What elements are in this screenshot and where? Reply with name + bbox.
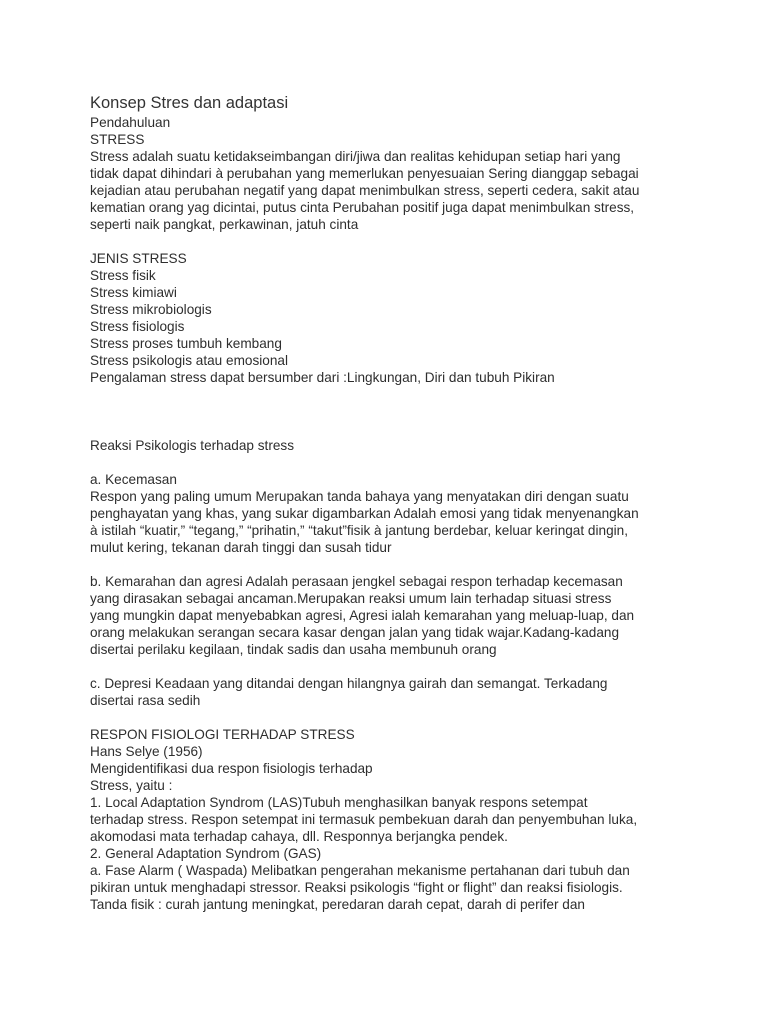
jenis-item: Stress mikrobiologis [90,302,212,317]
intro-line: kejadian atau perubahan negatif yang dapat menimbulkan stress, seperti cedera, sakit atau [90,183,640,198]
reaksi-b-line: disertai perilaku kegilaan, tindak sadis dan usaha membunuh orang [90,642,497,657]
respon-line: Stress, yaitu : [90,778,173,793]
spacer [90,454,690,471]
spacer [90,386,690,403]
spacer [90,403,690,420]
spacer [90,658,690,675]
jenis-item: Stress psikologis atau emosional [90,353,288,368]
respon-line: 2. General Adaptation Syndrom (GAS) [90,846,322,861]
intro-line: Stress adalah suatu ketidakseimbangan diri/jiwa dan realitas kehidupan setiap hari yang [90,149,621,164]
document-title: Konsep Stres dan adaptasi [90,94,289,112]
jenis-item: Stress proses tumbuh kembang [90,336,282,351]
intro-line: tidak dapat dihindari à perubahan yang memerlukan penyesuaian Sering dianggap sebagai [90,166,639,181]
respon-line: 1. Local Adaptation Syndrom (LAS)Tubuh menghasilkan banyak respons setempat [90,795,588,810]
reaksi-heading: Reaksi Psikologis terhadap stress [90,438,294,453]
reaksi-a-line: Respon yang paling umum Merupakan tanda bahaya yang menyatakan diri dengan suatu [90,489,629,504]
intro-heading: Pendahuluan [90,115,171,130]
reaksi-a-label: a. Kecemasan [90,472,177,487]
intro-line: seperti naik pangkat, perkawinan, jatuh cinta [90,217,359,232]
intro-section [90,114,690,233]
respon-section [90,726,690,913]
reaksi-a-line: penghayatan yang khas, yang sukar digambarkan Adalah emosi yang tidak menyenangkan [90,506,639,521]
jenis-item: Stress fisiologis [90,319,185,334]
respon-heading: RESPON FISIOLOGI TERHADAP STRESS [90,727,355,742]
reaksi-b-line: yang mungkin dapat menyebabkan agresi, Agresi ialah kemarahan yang meluap-luap, dan [90,608,635,623]
spacer [90,709,690,726]
jenis-item: Stress kimiawi [90,285,177,300]
jenis-item: Pengalaman stress dapat bersumber dari :Lingkungan, Diri dan tubuh Pikiran [90,370,555,385]
reaksi-a-line: à istilah “kuatir,” “tegang,” “prihatin,” “takut”fisik à jantung berdebar, keluar keringat dingin, [90,523,628,538]
respon-line: pikiran untuk menghadapi stressor. Reaksi psikologis “fight or flight” dan reaksi fisiologis. [90,880,623,895]
reaksi-section [90,437,690,709]
reaksi-a-line: mulut kering, tekanan darah tinggi dan susah tidur [90,540,392,555]
jenis-heading: JENIS STRESS [90,251,187,266]
respon-line: akomodasi mata terhadap cahaya, dll. Responnya berjangka pendek. [90,829,508,844]
reaksi-c-line: c. Depresi Keadaan yang ditandai dengan hilangnya gairah dan semangat. Terkadang [90,676,608,691]
spacer [90,420,690,437]
spacer [90,233,690,250]
reaksi-c-line: disertai rasa sedih [90,693,201,708]
jenis-item: Stress fisik [90,268,156,283]
jenis-section [90,250,690,386]
respon-line: Mengidentifikasi dua respon fisiologis terhadap [90,761,373,776]
stress-heading: STRESS [90,132,145,147]
intro-line: kematian orang yag dicintai, putus cinta Perubahan positif juga dapat menimbulkan stress, [90,200,635,215]
respon-line: Hans Selye (1956) [90,744,203,759]
spacer [90,556,690,573]
respon-line: a. Fase Alarm ( Waspada) Melibatkan pengerahan mekanisme pertahanan dari tubuh dan [90,863,630,878]
respon-line: terhadap stress. Respon setempat ini termasuk pembekuan darah dan penyembuhan luka, [90,812,638,827]
document-page [90,92,690,913]
reaksi-b-line: orang melakukan serangan secara kasar dengan jalan yang tidak wajar.Kadang-kadang [90,625,620,640]
reaksi-b-line: yang dirasakan sebagai ancaman.Merupakan reaksi umum lain terhadap situasi stress [90,591,612,606]
respon-line: Tanda fisik : curah jantung meningkat, peredaran darah cepat, darah di perifer dan [90,897,585,912]
reaksi-b-line: b. Kemarahan dan agresi Adalah perasaan jengkel sebagai respon terhadap kecemasan [90,574,623,589]
